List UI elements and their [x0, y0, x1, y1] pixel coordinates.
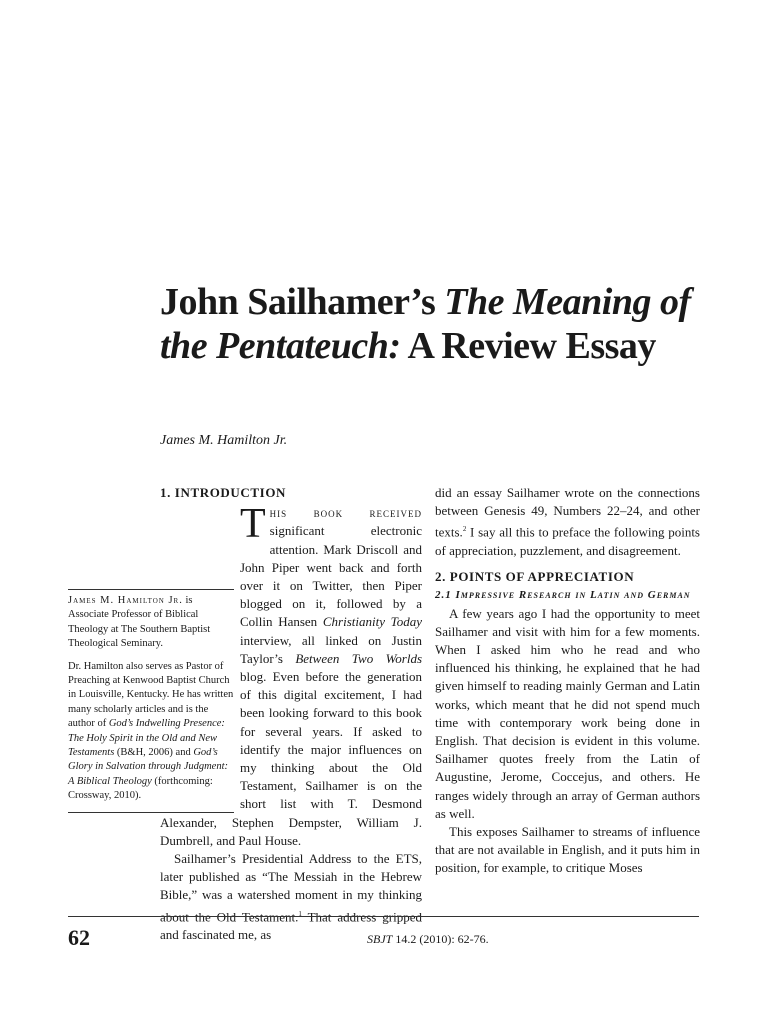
citation-detail: 14.2 (2010): 62-76.	[392, 932, 489, 946]
exposure-paragraph: This exposes Sailhamer to streams of influence that are not available in English, and it puts him in position, for example, to critique Moses	[435, 823, 700, 876]
bio-paragraph-1	[68, 594, 234, 652]
section-heading-introduction: 1. INTRODUCTION	[160, 485, 287, 500]
para-top-text: did an essay Sailhamer wrote on the connections between Genesis 49, Numbers 22–24, and other texts.	[435, 485, 700, 540]
para-top-end: I say all this to preface the following points of appreciation, puzzlement, and disagreement.	[435, 524, 700, 558]
author-bio-sidebar	[68, 589, 234, 813]
lead-smallcaps: his book received	[269, 505, 422, 521]
right-column	[435, 484, 700, 878]
bio-name: James M. Hamilton Jr.	[68, 595, 183, 606]
page-number: 62	[68, 925, 90, 950]
research-paragraph: A few years ago I had the opportunity to meet Sailhamer and visit with him for a few moments. When I asked him who he read and who influenced his thinking, he explained that he had given himself to reading mainly German and Latin works, which meant that he did not spend much time with contemporary work being done in English. That decision is evident in this volume. Sailhamer quotes freely from the Latin of Augustine, Jerome, Coccejus, and others. He ranges widely through an array of German authors as well.	[435, 605, 700, 821]
bio-text-2-start: Dr. Hamilton also serves as Pastor of Preaching at Kenwood Baptist Church in Louisville, Kentucky. He has written many scholarly articles and is the author of	[68, 660, 234, 730]
intro-text: significant electronic attention. Mark Driscoll and John Piper went back and forth over it on Twitter, then Piper blogged on it, followed by a Collin Hansen	[240, 523, 422, 630]
footnote-marker-1[interactable]: 1	[298, 909, 302, 918]
book-title-2: God’s Glory in Salvation through Judgment: A Biblical Theology	[68, 747, 229, 787]
bio-text-2-mid: (B&H, 2006) and	[114, 747, 194, 759]
footnote-marker-2[interactable]: 2	[462, 525, 467, 534]
bio-text-2-end: (forthcoming: Crossway, 2010).	[68, 775, 213, 802]
journal-citation	[367, 932, 489, 947]
continued-paragraph	[435, 484, 700, 560]
para2-end: That address gripped and fascinated me, as	[160, 909, 422, 943]
title-part2: A Review Essay	[400, 325, 656, 367]
book-title-1: God’s Indwelling Presence: The Holy Spirit in the Old and New Testaments	[68, 718, 225, 759]
title-part1: John Sailhamer’s	[160, 281, 445, 323]
presidential-address-paragraph	[160, 850, 422, 944]
para2-text: Sailhamer’s Presidential Address to the ETS, later published as “The Messiah in the Hebrew Bible,” was a watershed moment in my thinking about the Old Testament.	[160, 851, 422, 924]
article-title	[160, 280, 700, 368]
bio-paragraph-2	[68, 660, 234, 804]
section-heading-appreciation: 2. POINTS OF APPRECIATION	[435, 569, 635, 585]
intro-text-rest: blog. Even before the generation of this digital excitement, I had been looking forward to this book for several years. If asked to identify the major influences on my thinking about the Old Testament, Sailhamer is on the short list with T. Desmond Alexander, Stephen Dempster, William J. Dumbrell, and Paul House.	[160, 669, 422, 848]
italic-between-two-worlds: Between Two Worlds	[295, 650, 422, 666]
sidebar-bottom-rule	[68, 812, 234, 813]
title-italic: The Meaning of the Pentateuch:	[160, 281, 691, 367]
italic-christianity-today: Christianity Today	[322, 614, 422, 630]
subsection-heading: 2.1 Impressive Research in Latin and German	[435, 589, 691, 602]
article-author: James M. Hamilton Jr.	[160, 433, 288, 448]
footer-rule	[68, 916, 699, 917]
intro-text-mid: interview, all linked on Justin Taylor’s	[240, 632, 422, 666]
drop-cap: T	[240, 501, 266, 548]
bio-text-1: is Associate Professor of Biblical Theology at The Southern Baptist Theological Seminary.	[68, 595, 211, 650]
journal-abbrev: SBJT	[367, 932, 393, 946]
